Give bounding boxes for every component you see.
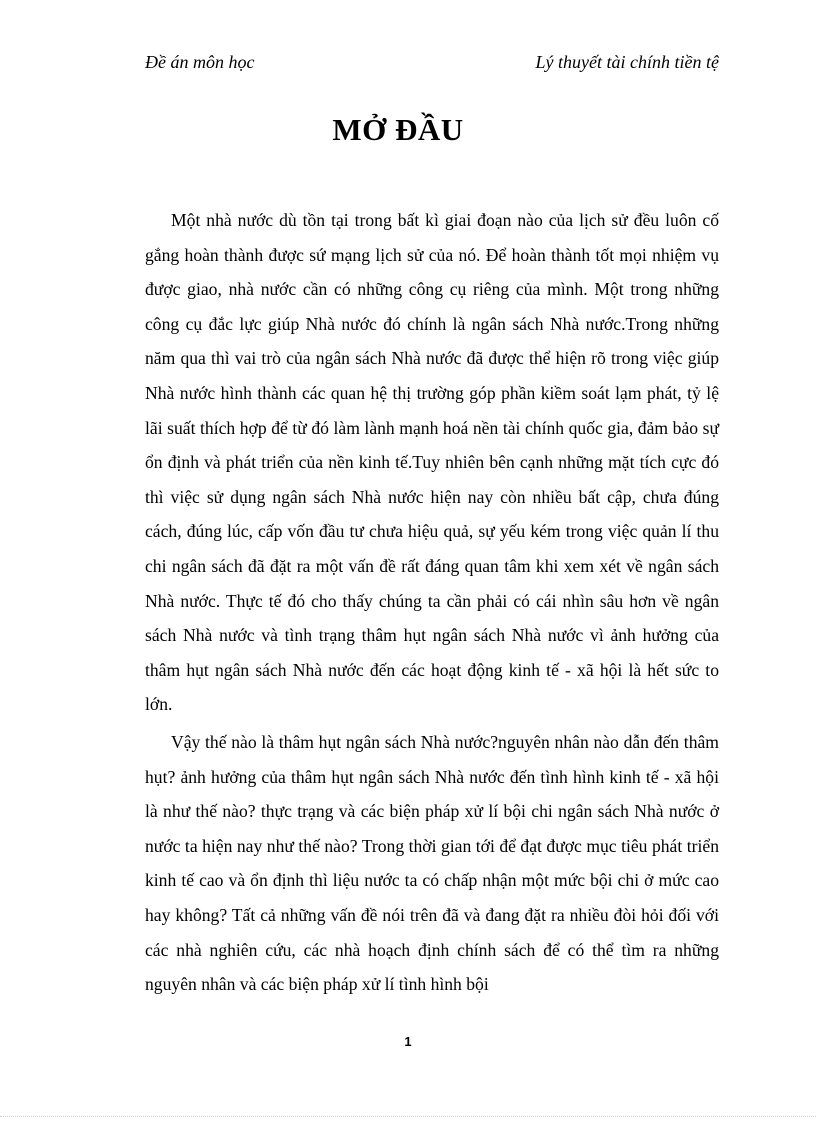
paragraph-intro: Một nhà nước dù tồn tại trong bất kì giai đoạn nào của lịch sử đều luôn cố gắng hoàn thành được sứ mạng lịch sử của nó. Để hoàn thành tốt mọi nhiệm vụ được giao, nhà nước cần có những công cụ riêng của mình. Một trong những công cụ đắc lực giúp Nhà nước đó chính là ngân sách Nhà nước.Trong những năm qua thì vai trò của ngân sách Nhà nước đã được thể hiện rõ trong việc giúp Nhà nước hình thành các quan hệ thị trường góp phần kiềm soát lạm phát, tỷ lệ lãi suất thích hợp để từ đó làm lành mạnh hoá nền tài chính quốc gia, đảm bảo sự ổn định và phát triển của nền kinh tế.Tuy nhiên bên cạnh những mặt tích cực đó thì việc sử dụng ngân sách Nhà nước hiện nay còn nhiều bất cập, chưa đúng cách, đúng lúc, cấp vốn đầu tư chưa hiệu quả, sự yếu kém trong việc quản lí thu chi ngân sách đã đặt ra một vấn đề rất đáng quan tâm khi xem xét về ngân sách Nhà nước. Thực tế đó cho thấy chúng ta cần phải có cái nhìn sâu hơn về ngân sách Nhà nước và tình trạng thâm hụt ngân sách Nhà nước vì ảnh hưởng của thâm hụt ngân sách Nhà nước đến các hoạt động kinh tế - xã hội là hết sức to lớn. xyxy=(145,210,719,715)
page-bottom-divider xyxy=(0,1116,816,1117)
page-title: MỞ ĐẦU xyxy=(332,112,464,147)
page-number: 1 xyxy=(404,1034,412,1049)
paragraph-questions: Vậy thế nào là thâm hụt ngân sách Nhà nước?nguyên nhân nào dẫn đến thâm hụt? ảnh hưởng của thâm hụt ngân sách Nhà nước đến tình hình kinh tế - xã hội là như thế nào? thực trạng và các biện pháp xử lí bội chi ngân sách Nhà nước ở nước ta hiện nay như thế nào? Trong thời gian tới để đạt được mục tiêu phát triển kinh tế cao và ổn định thì liệu nước ta có chấp nhận một mức bội chi ở mức cao hay không? Tất cả những vấn đề nói trên đã và đang đặt ra nhiều đòi hỏi đối với các nhà nghiên cứu, các nhà hoạch định chính sách để có thể tìm ra những nguyên nhân và các biện pháp xử lí tình hình bội xyxy=(145,732,719,995)
header-course-label: Đề án môn học xyxy=(145,52,255,72)
page-header xyxy=(145,52,719,76)
header-subject-label: Lý thuyết tài chính tiền tệ xyxy=(535,52,719,72)
